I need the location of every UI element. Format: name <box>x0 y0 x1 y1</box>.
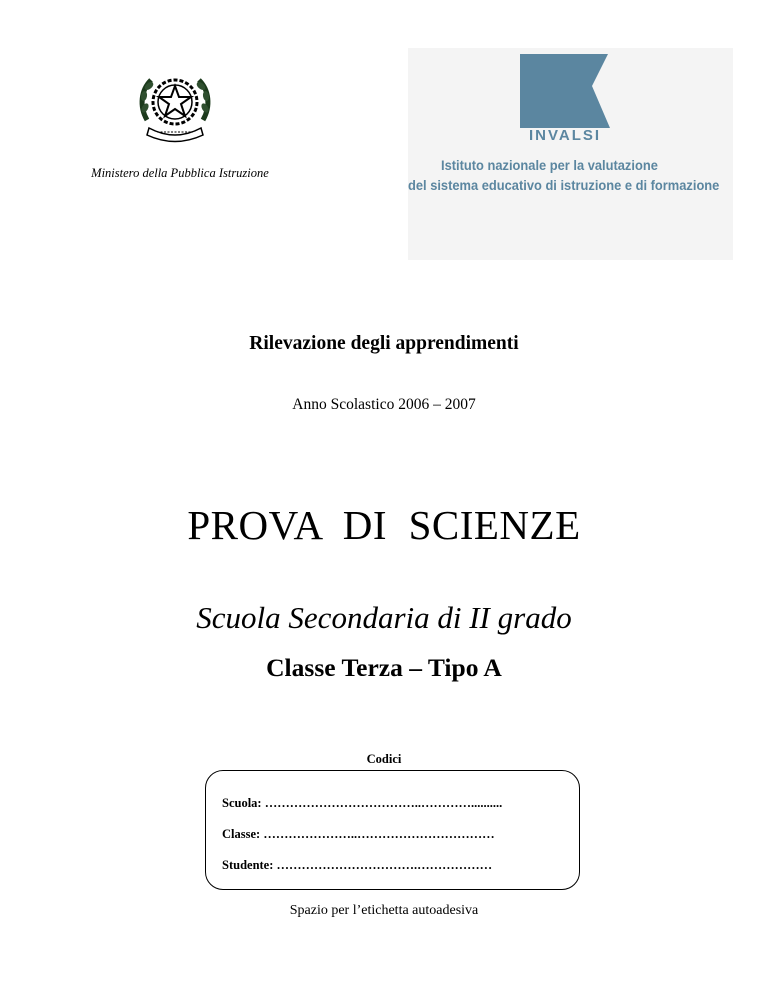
sticker-note: Spazio per l’etichetta autoadesiva <box>289 903 479 918</box>
code-row-studente <box>222 858 492 873</box>
invalsi-tagline-line2: del sistema educativo di istruzione e di formazione <box>408 177 720 193</box>
code-row-classe <box>222 827 495 842</box>
ministry-label: Ministero della Pubblica Istruzione <box>91 166 269 180</box>
code-dots: …………………..…………………………… <box>263 827 495 841</box>
code-dots: ………………………………..………….......... <box>264 796 503 810</box>
survey-title: Rilevazione degli apprendimenti <box>249 333 519 354</box>
code-label: Scuola: <box>222 796 265 810</box>
code-dots: …………………………….……………… <box>276 858 493 872</box>
codes-box <box>205 770 580 890</box>
codes-heading: Codici <box>366 752 402 766</box>
code-row-scuola <box>222 796 502 811</box>
code-label: Studente: <box>222 858 277 872</box>
invalsi-tagline-line1: Istituto nazionale per la valutazione <box>441 157 658 173</box>
code-label: Classe: <box>222 827 264 841</box>
invalsi-name: INVALSI <box>528 127 602 144</box>
school-year: Anno Scolastico 2006 – 2007 <box>292 396 476 413</box>
italian-republic-emblem-icon <box>133 68 217 146</box>
school-level: Scuola Secondaria di II grado <box>196 600 572 635</box>
test-title: PROVA DI SCIENZE <box>187 502 581 548</box>
invalsi-flag-icon <box>520 52 610 128</box>
class-type: Classe Terza – Tipo A <box>266 653 502 682</box>
